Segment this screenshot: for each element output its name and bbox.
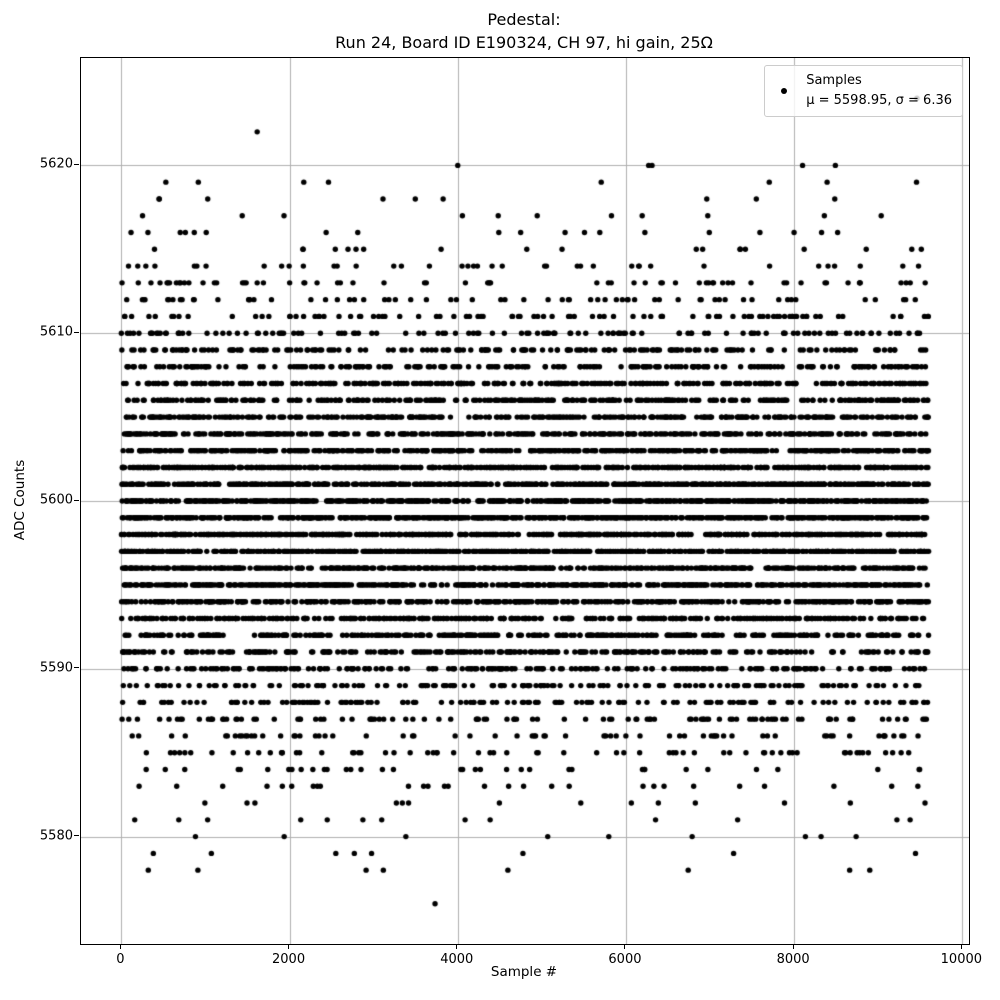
x-tick-label: 10000	[940, 952, 983, 967]
y-tick-mark	[74, 332, 79, 333]
y-tick-label: 5590	[39, 660, 73, 676]
scatter-dot-icon	[781, 88, 787, 94]
y-tick-label: 5600	[39, 492, 73, 508]
plot-area	[80, 57, 970, 945]
y-tick-mark	[74, 500, 79, 501]
x-tick-mark	[120, 944, 121, 949]
x-tick-label: 0	[116, 952, 125, 967]
y-tick-mark	[74, 835, 79, 836]
scatter-canvas	[81, 58, 969, 944]
x-tick-label: 8000	[776, 952, 810, 967]
y-tick-label: 5580	[39, 828, 73, 844]
legend	[764, 65, 963, 117]
x-tick-label: 6000	[608, 952, 642, 967]
legend-marker	[773, 88, 795, 94]
x-tick-mark	[961, 944, 962, 949]
y-tick-mark	[74, 667, 79, 668]
x-tick-mark	[793, 944, 794, 949]
legend-stats: μ = 5598.95, σ = 6.36	[806, 92, 952, 108]
chart-title	[80, 8, 968, 54]
legend-text	[806, 71, 952, 110]
legend-label: Samples	[806, 73, 862, 88]
x-tick-mark	[456, 944, 457, 949]
x-tick-label: 4000	[440, 952, 474, 967]
y-axis-label: ADC Counts	[12, 459, 28, 541]
y-tick-label: 5610	[39, 324, 73, 340]
x-tick-mark	[624, 944, 625, 949]
chart-title-line2: Run 24, Board ID E190324, CH 97, hi gain, 25Ω	[335, 33, 713, 52]
chart-title-line1: Pedestal:	[487, 10, 561, 29]
x-tick-mark	[288, 944, 289, 949]
x-tick-label: 2000	[272, 952, 306, 967]
y-tick-label: 5620	[39, 156, 73, 172]
y-tick-mark	[74, 164, 79, 165]
x-axis-label: Sample #	[490, 964, 558, 980]
